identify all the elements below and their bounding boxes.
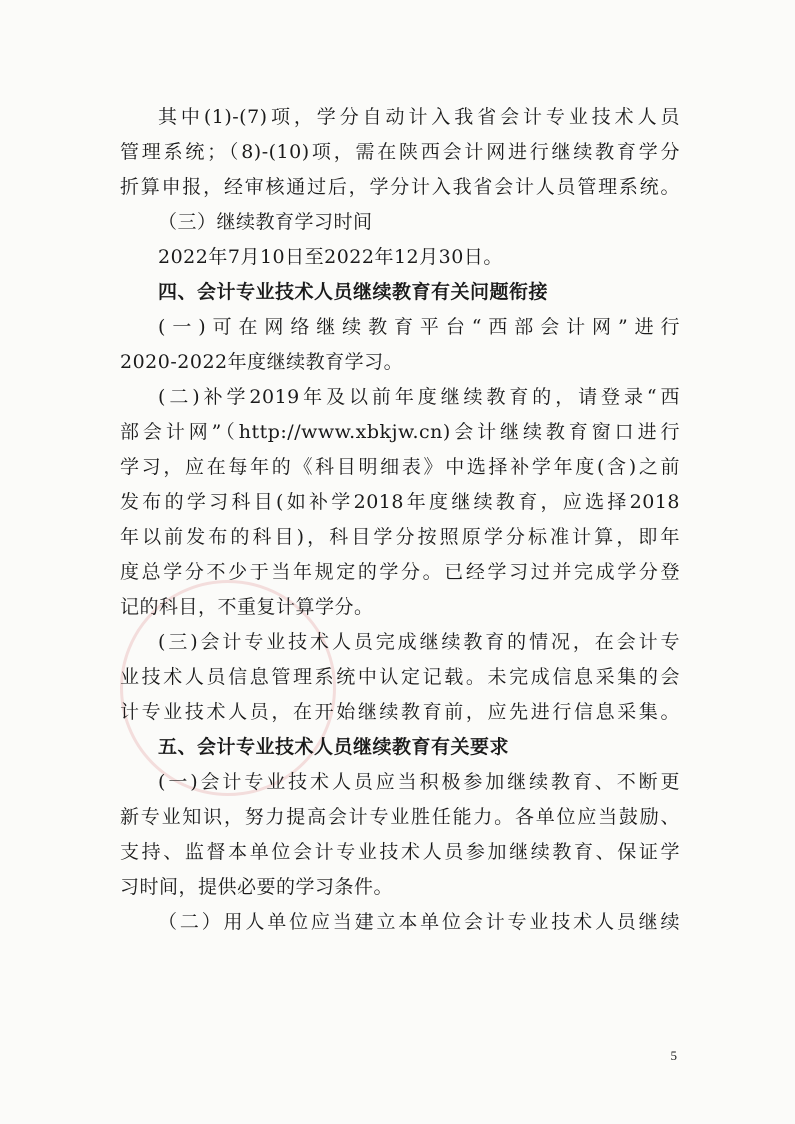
paragraph-line: 学习，应在每年的《科目明细表》中选择补学年度(含)之前 <box>120 456 680 478</box>
paragraph-line: (一)可在网络继续教育平台“西部会计网”进行 <box>158 316 680 338</box>
paragraph-line: 支持、监督本单位会计专业技术人员参加继续教育、保证学 <box>120 841 680 863</box>
paragraph-line: 折算申报，经审核通过后，学分计入我省会计人员管理系统。 <box>120 176 680 198</box>
paragraph-line: 管理系统；（8)-(10)项，需在陕西会计网进行继续教育学分 <box>120 141 680 163</box>
page-number: 5 <box>670 1048 677 1063</box>
section-subheading: （三）继续教育学习时间 <box>158 211 373 233</box>
paragraph-line: 部会计网”（http://www.xbkjw.cn)会计继续教育窗口进行 <box>120 421 680 443</box>
paragraph-line: 度总学分不少于当年规定的学分。已经学习过并完成学分登 <box>120 561 680 583</box>
section-heading: 五、会计专业技术人员继续教育有关要求 <box>158 736 510 758</box>
paragraph-line: (三)会计专业技术人员完成继续教育的情况，在会计专 <box>158 631 680 653</box>
paragraph-line: 发布的学习科目(如补学2018年度继续教育，应选择2018 <box>120 491 680 513</box>
paragraph-line: 业技术人员信息管理系统中认定记载。未完成信息采集的会 <box>120 666 680 688</box>
paragraph-line: （二）用人单位应当建立本单位会计专业技术人员继续 <box>158 911 680 933</box>
paragraph-line: (一)会计专业技术人员应当积极参加继续教育、不断更 <box>158 771 680 793</box>
paragraph-line: 年以前发布的科目)，科目学分按照原学分标准计算，即年 <box>120 526 680 548</box>
document-body <box>120 100 680 940</box>
paragraph-line: 其中(1)-(7)项，学分自动计入我省会计专业技术人员 <box>158 106 680 128</box>
paragraph-line: 2022年7月10日至2022年12月30日。 <box>158 246 503 268</box>
paragraph-line: 新专业知识，努力提高会计专业胜任能力。各单位应当鼓励、 <box>120 806 680 828</box>
paragraph-line: 2020-2022年度继续教育学习。 <box>120 351 404 373</box>
paragraph-line: (二)补学2019年及以前年度继续教育的，请登录“西 <box>158 386 680 408</box>
paragraph-line: 习时间，提供必要的学习条件。 <box>120 876 394 898</box>
paragraph-line: 记的科目，不重复计算学分。 <box>120 596 374 618</box>
paragraph-line: 计专业技术人员，在开始继续教育前，应先进行信息采集。 <box>120 701 680 723</box>
section-heading: 四、会计专业技术人员继续教育有关问题衔接 <box>158 281 549 303</box>
